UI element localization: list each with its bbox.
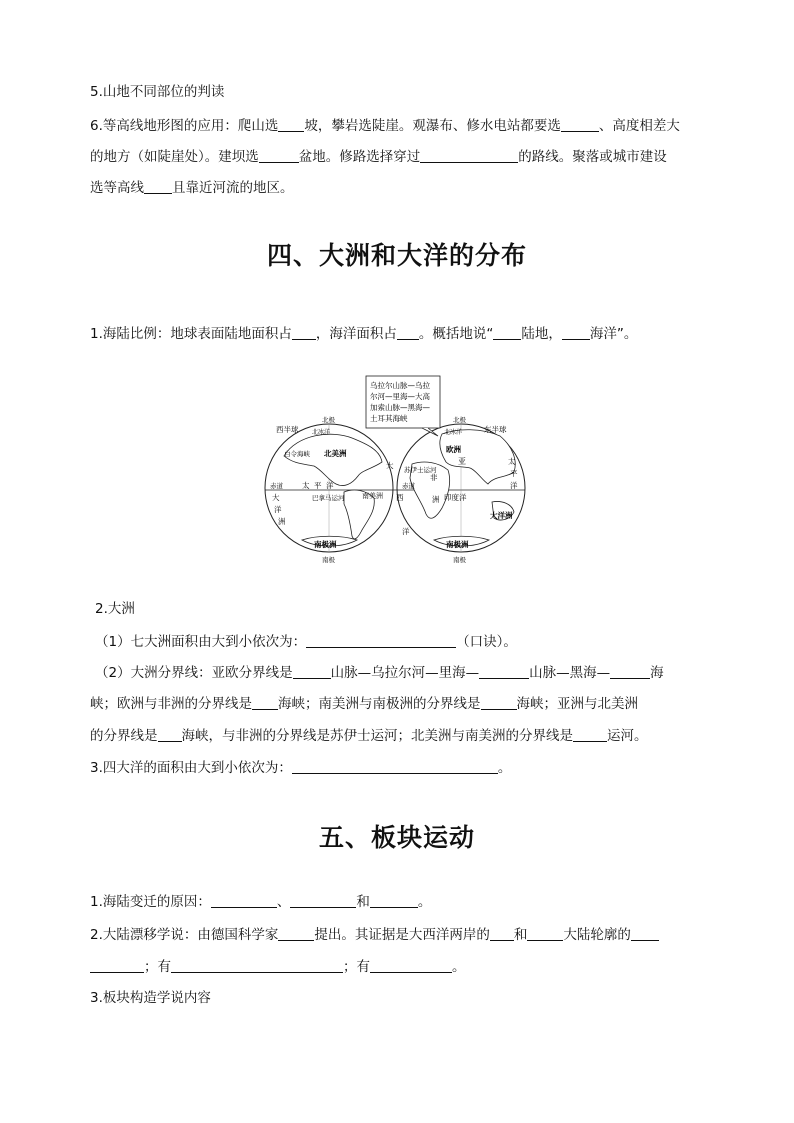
item-6-line-1: 6.等高线地形图的应用：爬山选 坡，攀岩选陡崖。观瀑布、修水电站都要选 、高度相差大 — [90, 118, 680, 134]
label-indian-ocean: 印度洋 — [444, 493, 467, 502]
label-suez: 苏伊士运河 — [404, 466, 437, 474]
blank[interactable] — [292, 324, 316, 340]
blank[interactable] — [610, 663, 650, 679]
svg-text:太: 太 — [302, 481, 310, 490]
blank[interactable] — [290, 892, 356, 908]
blank[interactable] — [420, 147, 518, 163]
label-antarctica-left: 南极洲 — [314, 540, 337, 549]
svg-text:洋: 洋 — [510, 481, 518, 490]
svg-text:洋: 洋 — [274, 505, 282, 514]
b2-drift-line-2: ；有 ；有 。 — [90, 957, 710, 977]
section-heading-4: 四、大洲和大洋的分布 — [266, 241, 527, 270]
svg-text:大: 大 — [386, 461, 394, 470]
label-equator-left: 赤道 — [270, 482, 283, 490]
label-north-pole-right: 北极 — [453, 416, 466, 424]
blank[interactable] — [259, 147, 299, 163]
b1-causes: 1.海陆变迁的原因： 、 和 。 — [90, 894, 432, 910]
label-asia: 亚 — [458, 457, 466, 466]
world-hemispheres-map — [262, 372, 528, 572]
svg-text:洋: 洋 — [326, 481, 334, 490]
label-bering: 白令海峡 — [284, 450, 310, 458]
blank[interactable] — [278, 116, 304, 132]
blank[interactable] — [278, 925, 314, 941]
q2-p1: （1）七大洲面积由大到小依次为： （口诀）。 — [95, 634, 517, 650]
callout-line-2: 尔河—里海—大高 — [370, 392, 430, 401]
label-south-america: 南美洲 — [362, 492, 383, 500]
blank[interactable] — [561, 116, 599, 132]
item-5: 5.山地不同部位的判读 — [90, 84, 225, 100]
blank[interactable] — [306, 632, 456, 648]
label-south-pole-left: 南极 — [322, 556, 335, 564]
label-africa: 非 — [430, 473, 438, 482]
label-oceania: 大洋洲 — [490, 511, 513, 520]
blank[interactable] — [252, 694, 278, 710]
item-6-line-2: 的地方（如陡崖处）。建坝选 盆地。修路选择穿过 的路线。聚落或城市建设 — [90, 149, 667, 165]
label-south-pole-right: 南极 — [453, 556, 466, 564]
blank[interactable] — [211, 892, 277, 908]
callout-line-4: 土耳其海峡 — [370, 414, 408, 423]
blank[interactable] — [293, 663, 331, 679]
q2-p3: 峡；欧洲与非洲的分界线是 海峡；南美洲与南极洲的分界线是 海峡；亚洲与北美洲 — [90, 696, 638, 712]
label-west-hemisphere: 西半球 — [276, 425, 299, 434]
label-panama: 巴拿马运河 — [312, 494, 345, 502]
label-equator-right: 赤道 — [402, 482, 415, 490]
b2-drift-line-1: 2.大陆漂移学说：由德国科学家 提出。其证据是大西洋两岸的 和 大陆轮廓的 — [90, 925, 710, 945]
label-north-america: 北美洲 — [324, 449, 347, 458]
blank[interactable] — [481, 694, 517, 710]
blank[interactable] — [90, 957, 144, 973]
blank[interactable] — [573, 726, 607, 742]
svg-text:大: 大 — [272, 493, 280, 502]
q3-oceans: 3.四大洋的面积由大到小依次为： 。 — [90, 760, 512, 776]
blank[interactable] — [158, 726, 182, 742]
blank[interactable] — [370, 957, 452, 973]
blank[interactable] — [144, 178, 172, 194]
blank[interactable] — [171, 957, 343, 973]
label-east-hemisphere: 东半球 — [484, 425, 507, 434]
label-north-pole-left: 北极 — [322, 416, 335, 424]
label-europe: 欧洲 — [446, 445, 461, 454]
svg-text:洲: 洲 — [432, 495, 440, 504]
blank[interactable] — [493, 324, 521, 340]
blank[interactable] — [527, 925, 563, 941]
q2-p4: 的分界线是 海峡，与非洲的分界线是苏伊士运河；北美洲与南美洲的分界线是 运河。 — [90, 728, 648, 744]
blank[interactable] — [397, 324, 419, 340]
callout-line-3: 加索山脉—黑海— — [370, 403, 430, 412]
label-arctic-left: 北冰洋 — [312, 429, 331, 436]
blank[interactable] — [562, 324, 590, 340]
svg-text:太: 太 — [508, 457, 516, 466]
blank[interactable] — [479, 663, 529, 679]
section-heading-5: 五、板块运动 — [318, 823, 475, 852]
svg-text:平: 平 — [314, 481, 322, 490]
svg-text:平: 平 — [510, 469, 518, 478]
svg-text:洲: 洲 — [278, 517, 286, 526]
blank[interactable] — [370, 892, 418, 908]
svg-text:西: 西 — [396, 493, 404, 502]
blank[interactable] — [292, 758, 498, 774]
label-arctic-right: 北冰洋 — [444, 429, 463, 436]
q1-land-sea-ratio: 1.海陆比例：地球表面陆地面积占 ，海洋面积占 。概括地说“ 陆地， 海洋”。 — [90, 326, 638, 342]
callout-line-1: 乌拉尔山脉—乌拉 — [370, 381, 430, 390]
item-6-line-3: 选等高线 且靠近河流的地区。 — [90, 180, 294, 196]
q2-title: 2.大洲 — [95, 601, 135, 617]
q2-p2: （2）大洲分界线：亚欧分界线是 山脉—乌拉尔河—里海— 山脉—黑海— 海 — [95, 665, 664, 681]
blank[interactable] — [631, 925, 659, 941]
blank[interactable] — [490, 925, 514, 941]
b3-plate-tectonics: 3.板块构造学说内容 — [90, 990, 211, 1006]
label-antarctica-right: 南极洲 — [446, 540, 469, 549]
svg-text:洋: 洋 — [402, 527, 410, 536]
